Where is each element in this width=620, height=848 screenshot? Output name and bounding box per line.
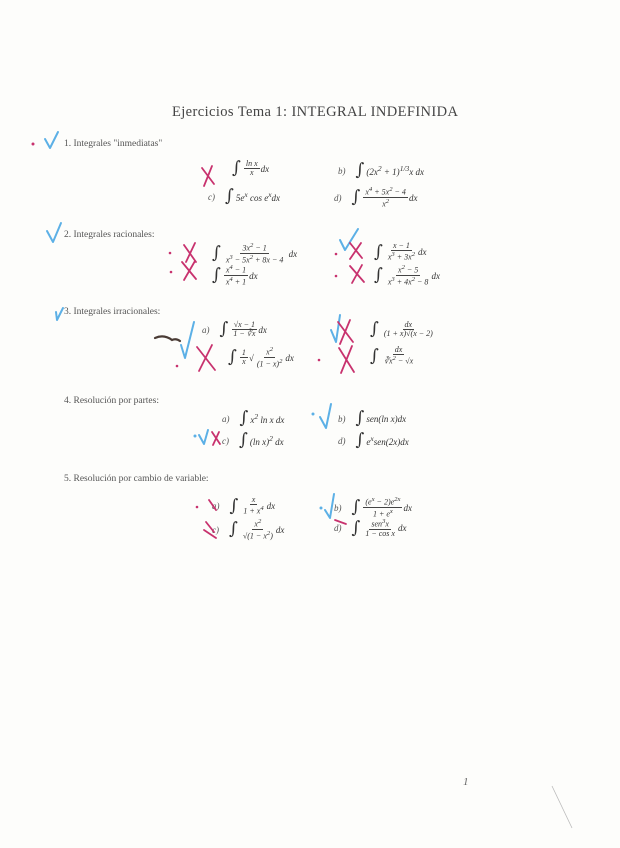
exercise-4a: a) ∫ $x^2$ ln x dx: [222, 408, 285, 428]
exercise-2c: ∫ $\frac{x^4 - 1}{x^4 + 1}$ dx: [212, 264, 258, 287]
exercise-label: c): [212, 524, 219, 535]
red-dot-icon: [335, 253, 338, 256]
blue-check-icon: [47, 223, 61, 242]
exercise-4d: d) ∫ $e^xsen(2x)dx$: [338, 430, 409, 450]
exercise-label: a): [222, 413, 230, 424]
exercise-4c: c) ∫ (ln x)$^2$ dx: [222, 430, 284, 450]
exercise-label: b): [338, 413, 346, 424]
red-dot-icon: [176, 365, 179, 368]
section-heading-3: 3. Integrales irracionales:: [64, 307, 161, 317]
exercise-label: a): [212, 501, 220, 512]
dark-scribble-icon: [155, 336, 180, 341]
exercise-label: d): [338, 435, 346, 446]
section-heading-5: 5. Resolución por cambio de variable:: [64, 474, 209, 484]
exercise-1d: d) ∫ $\frac{x^4 + 5x^2 - 4}{x^2}$ dx: [334, 186, 418, 209]
exercise-label: c): [208, 191, 215, 202]
red-cross-icon: [338, 320, 353, 344]
exercise-5d: d) ∫ $\frac{sen^3x}{\text{1 − cos x}}$ dx: [334, 517, 407, 539]
blue-check-icon: [45, 132, 58, 148]
exercise-3b: ∫ $\frac{dx}{(1 + x)√(x - 2)}$: [370, 319, 433, 340]
red-cross-icon: [182, 261, 196, 280]
blue-check-icon: [340, 229, 358, 250]
exercise-1b: b) ∫ $(2x^2 + 1)^{1/3}x$ dx: [338, 160, 425, 180]
red-cross-icon: [212, 432, 220, 445]
exercise-5a: a) ∫ $\frac{x}{1 + x^4}$ dx: [212, 495, 276, 517]
blue-check-icon: [325, 494, 334, 518]
red-cross-icon: [197, 345, 215, 371]
red-dot-icon: [318, 359, 321, 362]
exercise-3a: a) ∫ $\frac{√x - 1}{1 - ∛x}$ dx: [202, 319, 267, 340]
red-dot-icon: [196, 506, 199, 509]
exercise-label: a): [202, 324, 210, 335]
section-heading-4: 4. Resolución por partes:: [64, 396, 159, 406]
red-dot-icon: [32, 143, 35, 146]
blue-check-icon: [199, 430, 208, 444]
page-title: Ejercicios Tema 1: INTEGRAL INDEFINIDA: [172, 104, 459, 120]
faint-line-icon: [552, 786, 572, 828]
red-cross-icon: [350, 243, 362, 259]
red-dot-icon: [169, 252, 172, 255]
exercise-label: b): [334, 502, 342, 513]
exercise-label: c): [222, 435, 229, 446]
exercise-5b: b) ∫ $\frac{(e^x - 2)e^{2x}}{1 + e^x}$ dx: [334, 496, 412, 519]
section-heading-1: 1. Integrales "inmediatas": [64, 139, 163, 149]
blue-dot-icon: [312, 413, 315, 416]
blue-check-icon: [56, 308, 63, 320]
blue-check-icon: [320, 404, 331, 428]
red-cross-icon: [339, 346, 354, 373]
exercise-label: d): [334, 192, 342, 203]
section-heading-2: 2. Integrales racionales:: [64, 230, 155, 240]
exercise-1a: ∫ $\frac{\text{ln x}}{x}$ dx: [232, 158, 270, 179]
red-cross-icon: [350, 265, 364, 283]
blue-dot-icon: [194, 435, 197, 438]
blue-check-icon: [331, 315, 340, 342]
exercise-1c: c) ∫ $5e^x$ $\cos e^xdx$: [208, 186, 281, 206]
red-dot-icon: [170, 271, 173, 274]
exercise-2d: ∫ $\frac{x^2 - 5}{x^3 + 4x^2 - 8}$ dx: [374, 264, 440, 287]
exercise-label: b): [338, 165, 346, 176]
red-dot-icon: [335, 275, 338, 278]
page-number: 1: [463, 776, 469, 788]
exercise-4b: b) ∫ sen(ln x)dx: [338, 408, 407, 428]
exercise-3d: ∫ $\frac{dx}{∛x^2 - √x}$: [370, 345, 414, 367]
red-cross-icon: [202, 166, 214, 186]
exercise-label: d): [334, 523, 342, 534]
red-cross-icon: [184, 243, 196, 262]
exercise-2a: ∫ $\frac{3x^2 - 1}{x^3 - 5x^2 + 8x - 4}$ dx: [212, 242, 298, 265]
blue-check-icon: [181, 322, 194, 358]
blue-dot-icon: [320, 507, 323, 510]
exercise-5c: c) ∫ $\frac{x^2}{√(1 - x^2)}$ dx: [212, 518, 285, 541]
exercise-2b: ∫ $\frac{x - 1}{x^3 + 3x^2}$ dx: [374, 241, 427, 263]
exercise-3c: ∫ $\frac{1}{x}$ √ $\frac{x^2}{(1 - x)^2}$ dx: [228, 346, 294, 369]
